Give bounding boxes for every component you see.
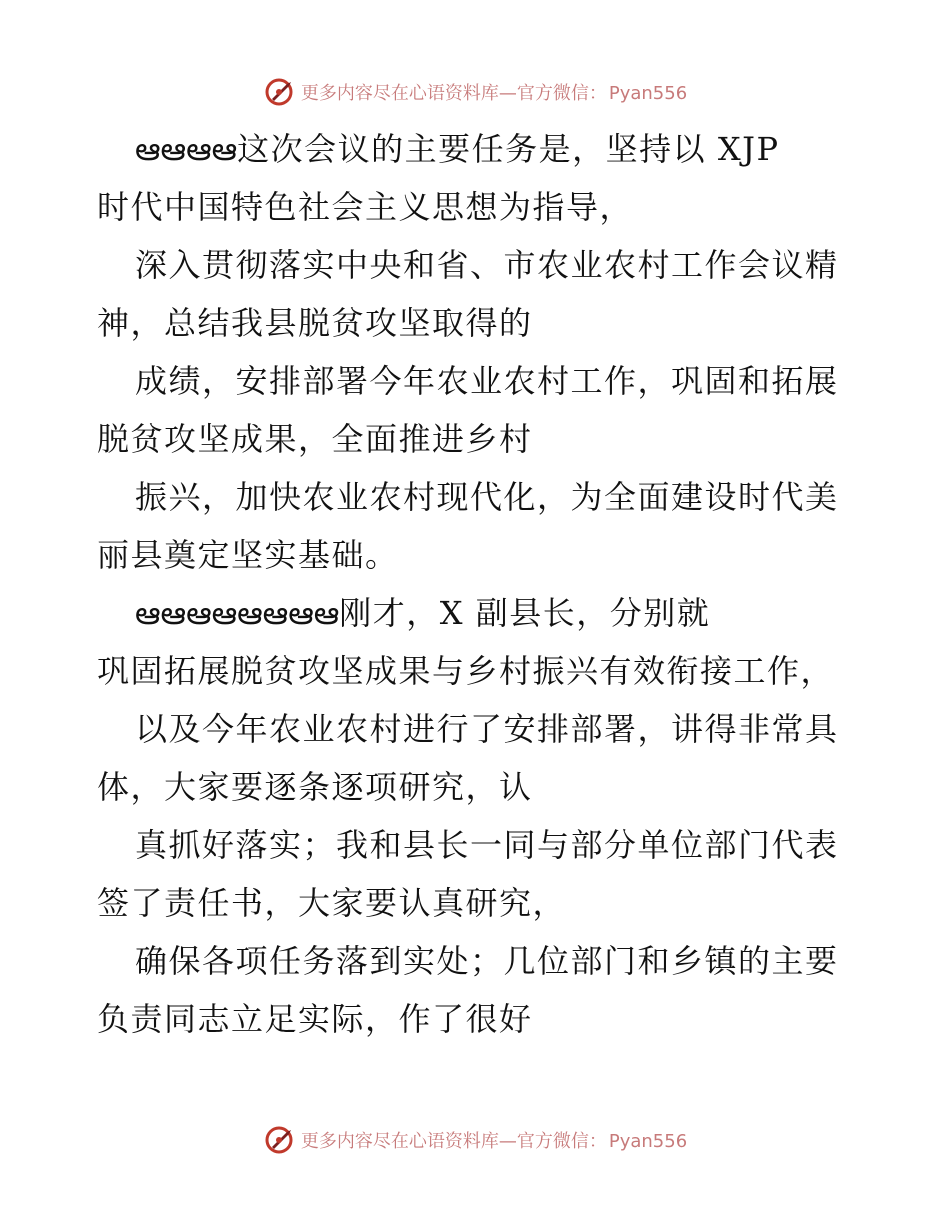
paragraph-line: 成绩，安排部署今年农业农村工作，巩固和拓展	[135, 362, 839, 400]
paragraph-line: 签了责任书，大家要认真研究，	[97, 884, 567, 922]
paragraph-line: 体，大家要逐条逐项研究，认	[97, 768, 533, 806]
watermark-text: 更多内容尽在心语资料库—官方微信： Pyan556	[300, 1131, 688, 1152]
paragraph-line: 神，总结我县脱贫攻坚取得的	[97, 304, 533, 342]
logo-icon	[263, 75, 297, 109]
paragraph-line: 丽县奠定坚实基础。	[97, 536, 399, 574]
paragraph-line: ఆఆఆఆ这次会议的主要任务是，坚持以 XJP	[135, 130, 780, 168]
footer-watermark	[0, 1120, 950, 1160]
ornament-glyphs: ఆఆఆఆఆఆఆఆ	[135, 594, 340, 632]
document-body	[97, 120, 857, 1048]
paragraph-line: 时代中国特色社会主义思想为指导，	[97, 188, 634, 226]
header-watermark	[0, 72, 950, 112]
paragraph-line: 脱贫攻坚成果，全面推进乡村	[97, 420, 533, 458]
watermark-account: Pyan556	[608, 83, 688, 104]
logo-icon	[263, 1123, 297, 1157]
paragraph-line: 振兴，加快农业农村现代化，为全面建设时代美	[135, 478, 839, 516]
ornament-glyphs: ఆఆఆఆ	[135, 130, 238, 168]
paragraph-line: 负责同志立足实际，作了很好	[97, 1000, 533, 1038]
paragraph-line: 真抓好落实；我和县长一同与部分单位部门代表	[135, 826, 839, 864]
watermark-text: 更多内容尽在心语资料库—官方微信： Pyan556	[300, 83, 688, 104]
watermark-account: Pyan556	[608, 1131, 688, 1152]
paragraph-line: ఆఆఆఆఆఆఆఆ刚才，X 副县长，分别就	[135, 594, 711, 632]
paragraph-line: 确保各项任务落到实处；几位部门和乡镇的主要	[135, 942, 839, 980]
paragraph-line: 巩固拓展脱贫攻坚成果与乡村振兴有效衔接工作，	[97, 652, 835, 690]
paragraph-line: 深入贯彻落实中央和省、市农业农村工作会议精	[135, 246, 839, 284]
paragraph-line: 以及今年农业农村进行了安排部署，讲得非常具	[135, 710, 839, 748]
